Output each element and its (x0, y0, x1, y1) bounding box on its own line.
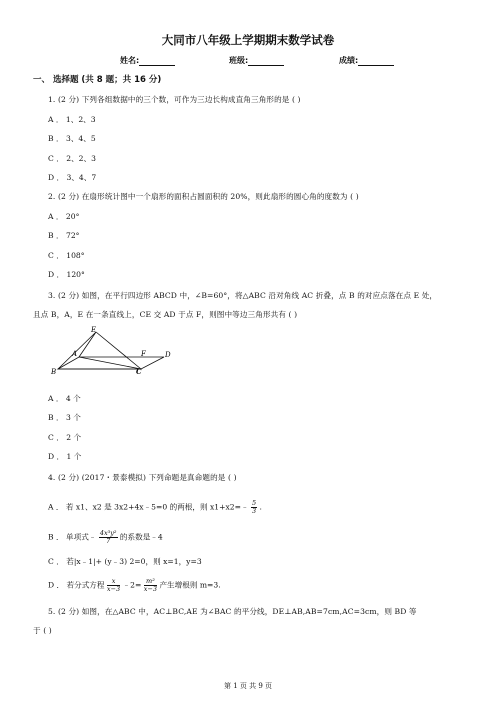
q4-option-d-middle: ﹣2= (122, 580, 142, 590)
q2-option-d: D ． 120° (48, 270, 85, 279)
q4-b-numerator: 4x³y² (99, 529, 117, 537)
score-blank (358, 58, 394, 66)
score-label: 成绩: (339, 56, 359, 65)
name-field (120, 55, 175, 66)
q4-option-a-fraction (251, 500, 257, 515)
q4-option-b-end: 的系数是﹣4 (119, 532, 163, 542)
label-e: E (91, 326, 97, 334)
parallelogram-figure (44, 324, 170, 376)
q4-d-denominator-2: x−3 (143, 585, 158, 593)
name-blank (139, 58, 175, 66)
q4-option-d-fraction-1 (107, 578, 120, 593)
q1-option-b: B ． 3、4、5 (48, 134, 96, 143)
q3-stem-line2: 且点 B，A，E 在一条直线上，CE 交 AD 于点 F，则图中等边三角形共有 ( ) (33, 310, 298, 319)
q4-d-numerator-2: m² (144, 578, 157, 586)
class-field (229, 55, 284, 66)
q3-option-c: C ． 2 个 (48, 433, 82, 442)
q4-a-denominator: 3 (251, 507, 257, 515)
q4-option-b-text: B ． 单项式﹣ (48, 532, 97, 542)
q2-option-b: B ． 72° (48, 231, 80, 240)
q2-option-c: C ． 108° (48, 251, 85, 260)
label-f: F (141, 350, 146, 358)
q4-option-b (48, 530, 163, 545)
q5-stem-line1: 5. (2 分) 如图，在△ABC 中，AC⊥BC,AE 为∠BAC 的平分线，DE⊥AB,AB=7cm,AC=3cm，则 BD 等 (48, 607, 417, 616)
page-title: 大同市八年级上学期期末数学试卷 (161, 33, 335, 47)
label-d: D (165, 351, 171, 359)
q1-option-d: D ． 3、4、7 (48, 173, 97, 182)
q4-option-d-end: 产生增根则 m=3. (159, 580, 221, 590)
q4-option-d (48, 578, 221, 593)
q4-option-d-fraction-2 (144, 578, 157, 593)
q1-option-a: A ． 1、2、3 (48, 115, 96, 124)
q4-option-a (48, 500, 262, 515)
q3-option-a: A ． 4 个 (48, 394, 81, 403)
q2-option-a: A ． 20° (48, 212, 80, 221)
q4-option-a-end: . (259, 502, 262, 512)
q4-option-a-text: A ． 若 x1、x2 是 3x2+4x﹣5=0 的两根，则 x1+x2=﹣ (48, 502, 249, 512)
q4-a-numerator: 5 (251, 499, 257, 507)
q2-stem: 2. (2 分) 在扇形统计图中一个扇形的面积占圆面积的 20%，则此扇形的圆心角的度数为 ( ) (48, 192, 359, 201)
name-label: 姓名: (120, 56, 140, 65)
q5-stem-line2: 于 ( ) (33, 626, 52, 635)
label-b: B (51, 368, 57, 376)
q1-option-c: C ． 2、2、3 (48, 154, 96, 163)
class-label: 班级: (229, 56, 249, 65)
q4-stem: 4. (2 分) (2017・景泰模拟) 下列命题是真命题的是 ( ) (48, 473, 237, 482)
score-field (339, 55, 394, 66)
q4-b-denominator: 7 (106, 537, 111, 545)
label-c: C (136, 367, 142, 376)
q1-stem: 1. (2 分) 下列各组数据中的三个数，可作为三边长构成直角三角形的是 ( ) (48, 95, 301, 104)
label-a: A (72, 350, 78, 358)
q4-option-c: C ． 若|x﹣1|+ (y﹣3) 2=0，则 x=1，y=3 (48, 557, 202, 566)
class-blank (248, 58, 284, 66)
q3-option-b: B ． 3 个 (48, 413, 81, 422)
q3-stem-line1: 3. (2 分) 如图，在平行四边形 ABCD 中，∠B=60°，将△ABC 沿对角线 AC 折叠，点 B 的对应点落在点 E 处， (48, 291, 438, 300)
q3-option-d: D ． 1 个 (48, 452, 82, 461)
section-heading: 一、 选择题 (共 8 题；共 16 分) (33, 75, 162, 85)
page-footer: 第 1 页 共 9 页 (223, 682, 273, 690)
q4-option-b-fraction (99, 530, 118, 545)
q4-option-d-text: D ． 若分式方程 (48, 580, 105, 590)
q4-d-numerator-1: x (107, 578, 120, 586)
q4-d-denominator-1: x−3 (106, 585, 121, 593)
